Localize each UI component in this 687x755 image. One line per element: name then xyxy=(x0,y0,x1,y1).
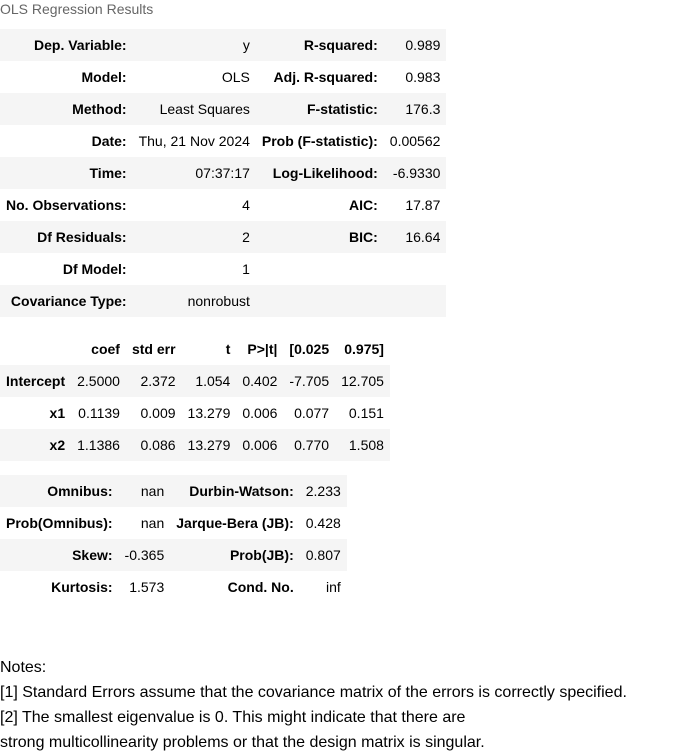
stat-value: OLS xyxy=(221,69,250,85)
diag-value: 0.807 xyxy=(305,547,341,563)
table-row xyxy=(0,507,347,539)
column-header: t xyxy=(225,341,231,357)
stat-label: R-squared: xyxy=(303,37,378,53)
stat-value: 176.3 xyxy=(405,101,441,117)
stat-value: Thu, 21 Nov 2024 xyxy=(138,133,250,149)
coef-cell: 2.5000 xyxy=(77,373,120,389)
stat-value: Least Squares xyxy=(159,101,250,117)
stat-label: Adj. R-squared: xyxy=(273,69,378,85)
coef-cell: 1.1386 xyxy=(77,437,120,453)
diagnostics-table xyxy=(0,475,347,603)
stat-value: 0.989 xyxy=(405,37,441,53)
coef-cell: 12.705 xyxy=(341,373,384,389)
coef-cell: -7.705 xyxy=(289,373,330,389)
variable-name: x2 xyxy=(49,437,66,453)
stat-label: Covariance Type: xyxy=(10,293,127,309)
stat-label: F-statistic: xyxy=(306,101,378,117)
diag-value: nan xyxy=(140,483,165,499)
stat-value: 1 xyxy=(242,261,250,277)
column-header: P>|t| xyxy=(247,341,278,357)
stat-value xyxy=(384,253,447,285)
coefficients-body xyxy=(0,365,390,461)
stat-label: Df Residuals: xyxy=(37,229,127,245)
stat-value: 07:37:17 xyxy=(195,165,250,181)
stat-value: -6.9330 xyxy=(392,165,441,181)
diagnostics-body xyxy=(0,475,347,603)
coefficients-header xyxy=(0,333,390,365)
stat-label: Model: xyxy=(81,69,127,85)
diag-value: 0.428 xyxy=(305,515,341,531)
column-header: [0.025 xyxy=(289,341,330,357)
table-row xyxy=(0,475,347,507)
diag-value: 1.573 xyxy=(129,579,165,595)
stat-label: Df Model: xyxy=(62,261,127,277)
table-row xyxy=(0,571,347,603)
diag-value: nan xyxy=(140,515,165,531)
coef-cell: 0.009 xyxy=(140,405,176,421)
diag-label: Durbin-Watson: xyxy=(189,483,294,499)
coef-cell: 0.077 xyxy=(294,405,330,421)
coef-cell: 0.402 xyxy=(242,373,278,389)
coef-cell: 2.372 xyxy=(140,373,176,389)
model-summary-table xyxy=(0,29,446,317)
table-row xyxy=(0,429,390,461)
stat-value: 17.87 xyxy=(405,197,441,213)
variable-name: Intercept xyxy=(6,373,66,389)
diag-label: Kurtosis: xyxy=(51,579,113,595)
stat-label: Prob (F-statistic): xyxy=(261,133,378,149)
note-line: [1] Standard Errors assume that the covariance matrix of the errors is correctly specified. xyxy=(0,684,627,701)
diag-label: Omnibus: xyxy=(47,483,113,499)
coef-cell: 1.054 xyxy=(195,373,231,389)
column-header: 0.975] xyxy=(344,341,384,357)
diag-label: Jarque-Bera (JB): xyxy=(176,515,294,531)
table-row xyxy=(0,93,446,125)
stat-value xyxy=(384,285,447,317)
column-header: std err xyxy=(131,341,176,357)
note-line: strong multicollinearity problems or that the design matrix is singular. xyxy=(0,734,485,751)
table-row xyxy=(0,29,446,61)
diag-value: -0.365 xyxy=(124,547,165,563)
table-row xyxy=(0,221,446,253)
diag-label: Prob(Omnibus): xyxy=(6,515,113,531)
coef-cell: 1.508 xyxy=(348,437,384,453)
coef-cell: 13.279 xyxy=(187,405,231,421)
table-caption: OLS Regression Results xyxy=(0,1,154,17)
stat-label: BIC: xyxy=(349,229,378,245)
stat-label: Time: xyxy=(89,165,127,181)
header-row xyxy=(0,333,390,365)
diag-label: Prob(JB): xyxy=(229,547,294,563)
stat-label xyxy=(256,253,384,285)
table-row xyxy=(0,539,347,571)
coef-cell: 0.151 xyxy=(348,405,384,421)
stat-label: Log-Likelihood: xyxy=(272,165,378,181)
stat-label: Date: xyxy=(91,133,127,149)
stat-label: Dep. Variable: xyxy=(34,37,127,53)
coef-cell: 0.770 xyxy=(294,437,330,453)
stat-value: 4 xyxy=(242,197,250,213)
coefficients-table xyxy=(0,333,390,461)
table-row xyxy=(0,125,446,157)
table-row xyxy=(0,61,446,93)
coef-cell: 0.1139 xyxy=(78,405,120,421)
stat-label: Method: xyxy=(72,101,127,117)
coef-cell: 0.006 xyxy=(242,405,278,421)
note-line: [2] The smallest eigenvalue is 0. This might indicate that there are xyxy=(0,709,466,726)
stat-value: 2 xyxy=(242,229,250,245)
table-row xyxy=(0,157,446,189)
table-row xyxy=(0,285,446,317)
diag-value: inf xyxy=(325,579,341,595)
notes-section xyxy=(0,655,627,755)
variable-name: x1 xyxy=(49,405,66,421)
column-header: coef xyxy=(91,341,120,357)
table-row xyxy=(0,189,446,221)
column-header-blank xyxy=(0,333,71,365)
stat-value: nonrobust xyxy=(187,293,250,309)
table-row xyxy=(0,253,446,285)
stat-label xyxy=(256,285,384,317)
table-row xyxy=(0,397,390,429)
stat-label: No. Observations: xyxy=(6,197,127,213)
stat-value: 0.00562 xyxy=(389,133,441,149)
stat-value: y xyxy=(242,37,250,53)
coef-cell: 0.086 xyxy=(140,437,176,453)
diag-label: Cond. No. xyxy=(227,579,294,595)
coef-cell: 13.279 xyxy=(187,437,231,453)
stat-value: 0.983 xyxy=(405,69,441,85)
coef-cell: 0.006 xyxy=(242,437,278,453)
diag-label: Skew: xyxy=(72,547,113,563)
table-row xyxy=(0,365,390,397)
stat-value: 16.64 xyxy=(405,229,441,245)
model-summary-body xyxy=(0,29,446,317)
diag-value: 2.233 xyxy=(305,483,341,499)
stat-label: AIC: xyxy=(349,197,378,213)
notes-heading: Notes: xyxy=(0,659,47,676)
